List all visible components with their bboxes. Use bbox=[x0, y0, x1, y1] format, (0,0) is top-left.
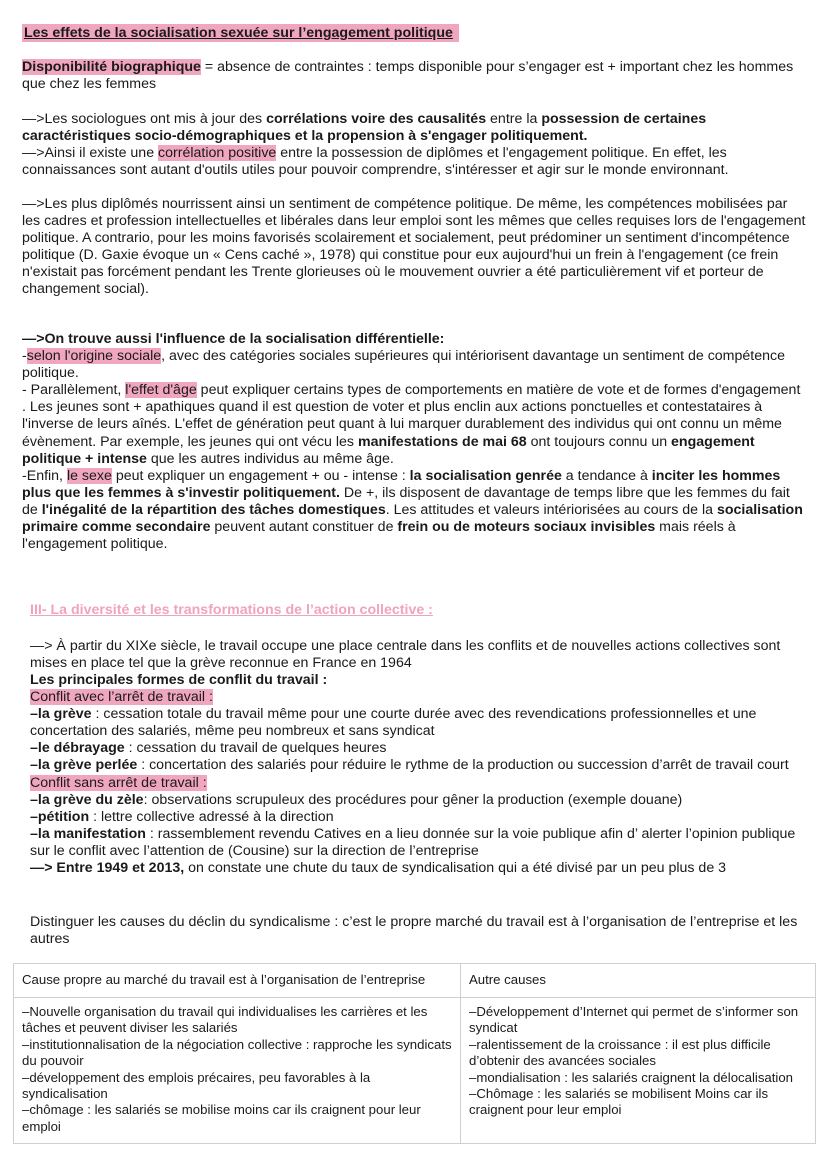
highlight-correlation-positive: corrélation positive bbox=[158, 145, 277, 161]
term-disponibilite: Disponibilité biographique bbox=[22, 59, 201, 75]
paragraph-distinguer: Distinguer les causes du déclin du syndicalisme : c’est le propre marché du travail est à l’organisation de l’entreprise et les autres bbox=[30, 914, 798, 948]
list-item: –Nouvelle organisation du travail qui individualises les carrières et les tâches et peuvent diviser les salariés bbox=[22, 1004, 428, 1036]
table-header-cell: Cause propre au marché du travail est à l’organisation de l’entreprise bbox=[14, 964, 461, 998]
table-header-cell: Autre causes bbox=[461, 964, 816, 998]
list-item: –la grève du zèle: observations scrupuleux des procédures pour gêner la production (exemple douane) bbox=[30, 791, 683, 808]
list-item: –la manifestation : rassemblement revendu Catives en a lieu donnée sur la voie publique afin d’ alerter l’opinion publique sur le conflit avec l’attention de (Cousine) sur la direction de l’entreprise bbox=[30, 825, 796, 859]
table-header-row bbox=[14, 964, 816, 998]
list-item: –pétition : lettre collective adressé à la direction bbox=[30, 808, 334, 825]
list-item: –le débrayage : cessation du travail de quelques heures bbox=[30, 740, 387, 757]
list-item: –la grève : cessation totale du travail même pour une courte durée avec des revendications professionnelles et une concertation des salariés, même peu nombreux et sans syndicat bbox=[30, 706, 757, 740]
table-row bbox=[14, 998, 816, 1144]
paragraph-correlation-positive: —>Ainsi il existe une corrélation positive entre la possession de diplômes et l'engagement politique. En effet, les connaissances sont autant d'outils utiles pour pouvoir comprendre, s'intéresser et agir sur le monde environnant. bbox=[22, 145, 729, 179]
list-item: –Chômage : les salariés se mobilisent Moins car ils craignent pour leur emploi bbox=[469, 1086, 769, 1118]
section-heading-action-collective: III- La diversité et les transformations de l’action collective : bbox=[30, 602, 433, 618]
heading-conflict-forms: Les principales formes de conflit du travail : bbox=[30, 672, 328, 688]
heading-socialisation-differentielle: —>On trouve aussi l'influence de la socialisation différentielle: bbox=[22, 331, 445, 347]
table-cell-labour-market-causes bbox=[14, 998, 461, 1144]
list-item: –Développement d’Internet qui permet de s’informer son syndicat bbox=[469, 1004, 799, 1036]
list-item: –chômage : les salariés se mobilise moins car ils craignent pour leur emploi bbox=[22, 1102, 421, 1134]
list-item: –institutionnalisation de la négociation collective : rapproche les syndicats du pouvoir bbox=[22, 1036, 452, 1069]
label-conflit-avec-arret: Conflit avec l’arrêt de travail : bbox=[30, 689, 213, 706]
list-item: –la grève perlée : concertation des salariés pour réduire le rythme de la production ou succession d’arrêt de travail court bbox=[30, 757, 789, 774]
paragraph-correlations: —>Les sociologues ont mis à jour des corrélations voire des causalités entre la possession de certaines caractéristiques socio-démographiques et la propension à s'engager politiquement. bbox=[22, 111, 707, 145]
stat-syndicalisation: —> Entre 1949 et 2013, on constate une chute du taux de syndicalisation qui a été divisé par un peu plus de 3 bbox=[30, 860, 727, 877]
list-item: –développement des emplois précaires, peu favorables à la syndicalisation bbox=[22, 1069, 371, 1102]
paragraph-competence: —>Les plus diplômés nourrissent ainsi un sentiment de compétence politique. De même, les compétences mobilisées par les cadres et profession intellectuelles et libérales dans leur emploi sont les mêmes que celles requises lors de l'engagement politique. A contrario, pour les moins favorisés scolairement et socialement, peut prédominer un sentiment d'incompétence politique (D. Gaxie évoque un « Cens caché », 1978) qui constitue pour eux aujourd'hui un frein à l'engagement (ce frein n'existait pas forcément pendant les Trente glorieuses où le mouvement ouvrier a été particulièrement vif et porteur de changement social). bbox=[22, 196, 806, 298]
paragraph-xixe-siecle: —> À partir du XIXe siècle, le travail occupe une place centrale dans les conflits et de nouvelles actions collectives sont mises en place tel que la grève reconnue en France en 1964 bbox=[30, 638, 781, 672]
list-item: –mondialisation : les salariés craignent la délocalisation bbox=[469, 1069, 794, 1085]
page-title: Les effets de la socialisation sexuée sur l’engagement politique bbox=[22, 24, 459, 42]
causes-table bbox=[13, 963, 816, 1144]
highlight-effet-age: l'effet d'âge bbox=[125, 382, 197, 399]
list-item: –ralentissement de la croissance : il est plus difficile d’obtenir des avancées sociales bbox=[469, 1036, 771, 1069]
highlight-sexe: le sexe bbox=[66, 467, 112, 484]
paragraph-socialisation-differentielle: —>On trouve aussi l'influence de la socialisation différentielle: -selon l'origine sociale, avec des catégories sociales supérieures qui intériorisent davantage un sentiment de compétence politique. - Parallèlement, l'effet d'âge peut expliquer certains types de comportements en matière de vote et de formes d'engagement . Les jeunes sont + apathiques quand il est question de voter et plus enclin aux actions ponctuelles et contestataires à l'inverse de leurs aînés. L'effet de génération peut quant à lui marquer durablement des individus qui ont connu un même évènement. Par exemple, les jeunes qui ont vécu les manifestations de mai 68 ont toujours connu un engagement politique + intense que les autres individus au même âge. -Enfin, le sexe peut expliquer un engagement + ou - intense : la socialisation genrée a tendance à inciter les hommes plus que les femmes à s'investir politiquement. De +, ils disposent de davantage de temps libre que les femmes du fait de l'inégalité de la répartition des tâches domestiques. Les attitudes et valeurs intériorisées au cours de la socialisation primaire comme secondaire peuvent autant constituer de frein ou de moteurs sociaux invisibles mais réels à l'engagement politique. bbox=[22, 331, 806, 553]
table-cell-other-causes bbox=[461, 998, 816, 1144]
conflict-forms bbox=[30, 672, 806, 877]
paragraph-disponibilite: Disponibilité biographique = absence de contraintes : temps disponible pour s’engager est + important chez les hommes que chez les femmes bbox=[22, 59, 794, 93]
highlight-origine-sociale: selon l'origine sociale bbox=[26, 348, 162, 365]
label-conflit-sans-arret: Conflit sans arrêt de travail : bbox=[30, 774, 207, 791]
